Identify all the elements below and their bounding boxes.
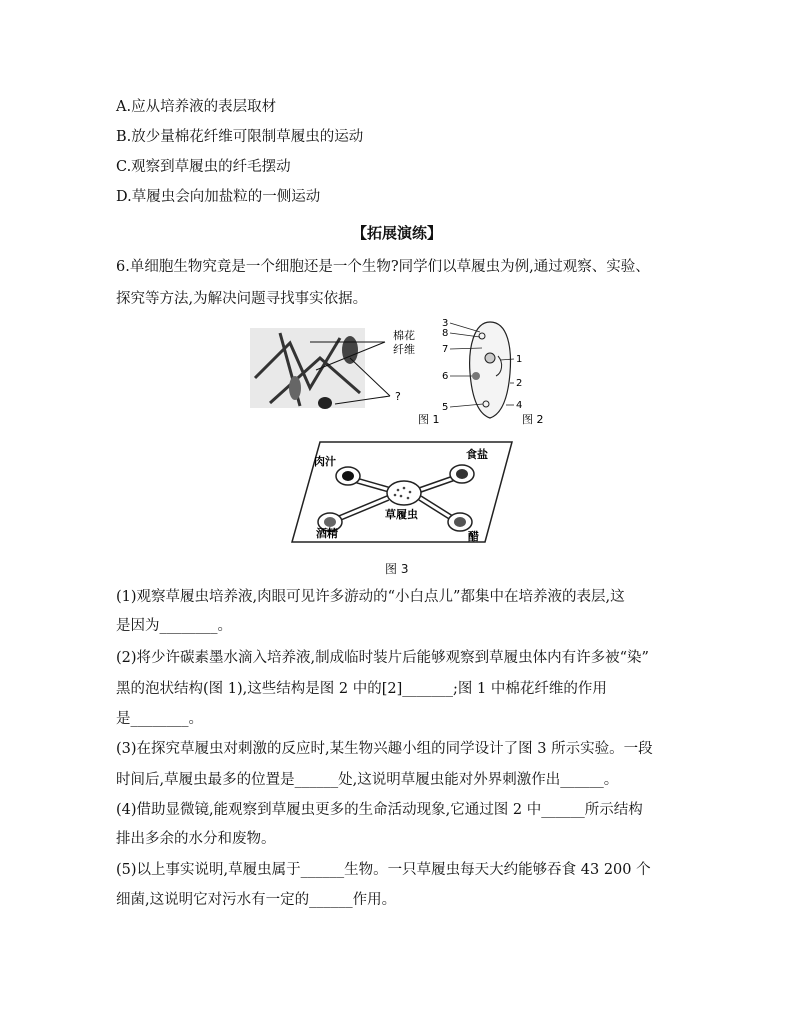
fig1-paramecium-a [342, 336, 358, 364]
fig3-caption: 图 3 [385, 562, 409, 576]
fig2-caption: 图 2 [522, 413, 544, 426]
fig3-label-paramecium: 草履虫 [385, 508, 418, 521]
sub4-line1: (4)借助显微镜,能观察到草履虫更多的生命活动现象,它通过图 2 中______所示结构 [116, 802, 643, 818]
fig2-num-8: 8 [442, 328, 449, 339]
sub2-line2: 黑的泡状结构(图 1),这些结构是图 2 中的[2]_______;图 1 中棉花纤维的作用 [116, 681, 607, 697]
sub1-line2: 是因为________。 [116, 618, 232, 634]
fig3-vinegar-drop [454, 517, 466, 527]
option-d: D.草履虫会向加盐粒的一侧运动 [116, 189, 321, 205]
fig2-nucleus [485, 353, 495, 363]
fig2-num-6: 6 [442, 371, 449, 382]
q6-intro-line2: 探究等方法,为解决问题寻找事实依据。 [116, 291, 368, 307]
fig3-label-meat: 肉汁 [314, 455, 336, 468]
q6-intro-line1: 6.单细胞生物究竟是一个细胞还是一个生物?同学们以草履虫为例,通过观察、实验、 [116, 259, 650, 275]
sub4-line2: 排出多余的水分和废物。 [116, 831, 276, 847]
fig3-center-well [387, 481, 421, 505]
fig3-label-alcohol: 酒精 [316, 527, 338, 540]
fig3-label-salt: 食盐 [466, 448, 488, 461]
fig2-num-7: 7 [442, 344, 449, 355]
sub1-line1: (1)观察草履虫培养液,肉眼可见许多游动的“小白点儿”都集中在培养液的表层,这 [116, 589, 625, 605]
figure-2 [440, 318, 550, 430]
fig2-num-2: 2 [516, 378, 523, 389]
fig1-paramecium-c [318, 397, 332, 409]
sub3-line2: 时间后,草履虫最多的位置是______处,这说明草履虫能对外界刺激作出______。 [116, 772, 619, 788]
sub2-line3: 是________。 [116, 711, 203, 727]
figure-3 [290, 438, 515, 546]
option-a: A.应从培养液的表层取材 [116, 99, 277, 115]
sub3-line1: (3)在探究草履虫对刺激的反应时,某生物兴趣小组的同学设计了图 3 所示实验。一段 [116, 741, 653, 757]
fig2-num-5: 5 [442, 402, 449, 413]
sub2-line1: (2)将少许碳素墨水滴入培养液,制成临时装片后能够观察到草履虫体内有许多被“染” [116, 650, 649, 666]
fig2-food-vacuole [472, 372, 480, 380]
fig1-caption: 图 1 [418, 413, 440, 426]
figure-1 [250, 318, 440, 430]
option-c: C.观察到草履虫的纤毛摆动 [116, 159, 291, 175]
fig1-label-question: ? [395, 390, 401, 403]
sub5-line1: (5)以上事实说明,草履虫属于______生物。一只草履虫每天大约能够吞食 43 200 个 [116, 862, 651, 878]
option-b: B.放少量棉花纤维可限制草履虫的运动 [116, 129, 364, 145]
fig2-num-4: 4 [516, 400, 523, 411]
fig2-num-1: 1 [516, 354, 523, 365]
fig2-num-3: 3 [442, 318, 449, 329]
fig1-label-cotton: 棉花 [393, 329, 415, 342]
fig1-label-fiber: 纤维 [393, 343, 415, 356]
fig3-meat-drop [342, 471, 354, 481]
fig3-label-vinegar: 醋 [468, 530, 479, 543]
sub5-line2: 细菌,这说明它对污水有一定的______作用。 [116, 892, 397, 908]
fig3-alcohol-drop [324, 517, 336, 527]
fig1-paramecium-b [289, 376, 301, 400]
fig3-salt-drop [456, 469, 468, 479]
section-title: 【拓展演练】 [351, 224, 442, 242]
